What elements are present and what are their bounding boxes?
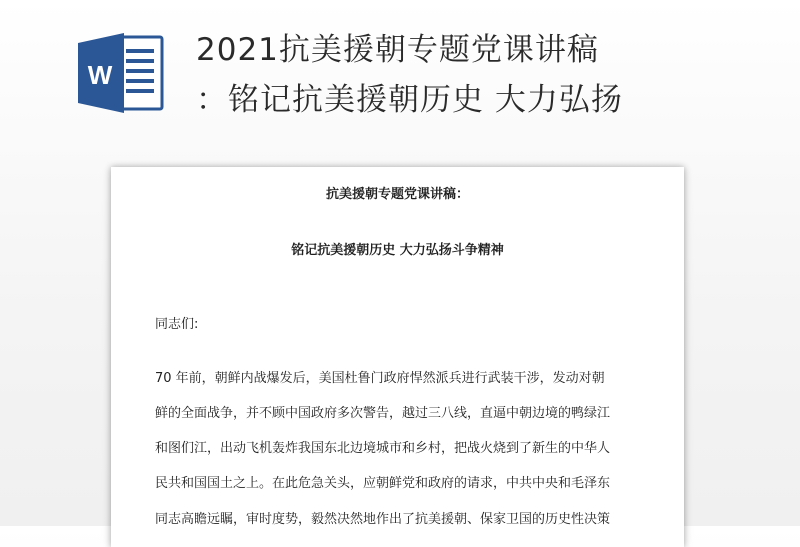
header: [0, 0, 800, 140]
salutation: 同志们:: [155, 317, 199, 332]
body-text-line: 同志高瞻远瞩，审时度势，毅然决然地作出了抗美援朝、保家卫国的历史性决策: [155, 512, 611, 527]
body-text-line: 70 年前，朝鲜内战爆发后，美国杜鲁门政府悍然派兵进行武装干涉，发动对朝: [155, 371, 605, 386]
body-text-line: 和图们江，出动飞机轰炸我国东北边境城市和乡村，把战火烧到了新生的中华人: [155, 441, 611, 456]
document-page: [111, 167, 684, 547]
body-text-line: 鲜的全面战争，并不顾中国政府多次警告，越过三八线，直逼中朝边境的鸭绿江: [155, 406, 611, 421]
body-text-line: 民共和国国土之上。在此危急关头，应朝鲜党和政府的请求，中共中央和毛泽东: [155, 476, 611, 491]
word-icon-letter: W: [87, 60, 113, 90]
word-document-icon: [76, 31, 164, 115]
document-subtitle: 铭记抗美援朝历史 大力弘扬斗争精神: [291, 243, 504, 258]
page-title-line-1: 2021抗美援朝专题党课讲稿: [196, 32, 599, 68]
page-title-line-2: ：铭记抗美援朝历史 大力弘扬: [196, 82, 623, 118]
document-title: 抗美援朝专题党课讲稿：: [325, 187, 469, 202]
